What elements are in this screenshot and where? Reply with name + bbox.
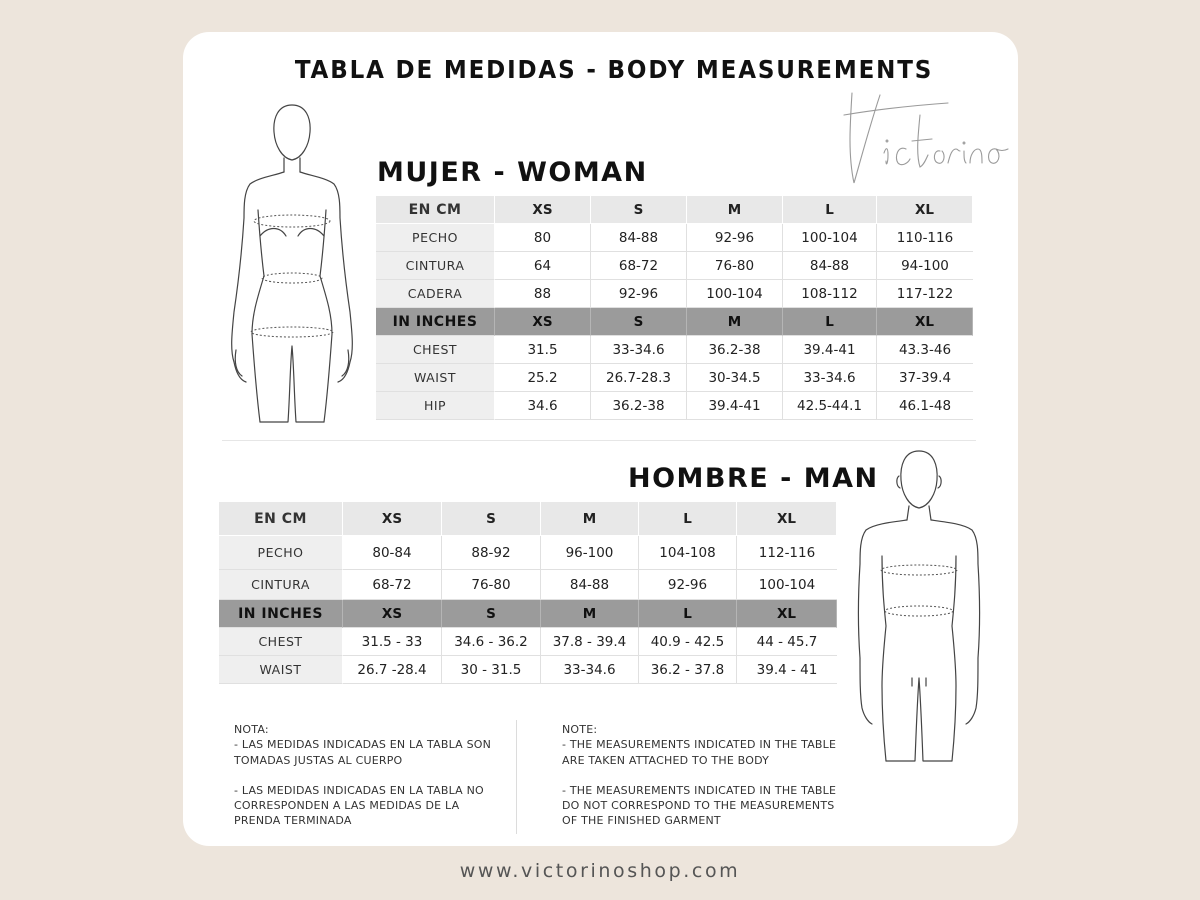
note-line: OF THE FINISHED GARMENT [562,814,721,828]
table-row [219,536,837,570]
woman-inch-label: IN INCHES [376,308,495,336]
table-cell: 43.3-46 [877,336,973,364]
table-cell: 76-80 [442,570,541,600]
note-heading: NOTE: [562,723,598,736]
woman-size-xl: XL [877,308,973,336]
note-english [562,722,836,829]
table-cell: 108-112 [783,280,877,308]
woman-size-xs: XS [495,196,591,224]
table-cell: 40.9 - 42.5 [639,628,737,656]
victorino-signature-logo [840,85,1010,190]
table-cell: 68-72 [343,570,442,600]
woman-body-illustration [222,100,362,425]
man-size-l: L [639,502,737,536]
man-inch-header-row [219,600,837,628]
man-size-xs: XS [343,600,442,628]
table-cell: 33-34.6 [783,364,877,392]
table-cell: 100-104 [783,224,877,252]
note-heading: NOTA: [234,723,269,736]
woman-size-xl: XL [877,196,973,224]
man-size-s: S [442,502,541,536]
table-cell: 88 [495,280,591,308]
table-cell: 76-80 [687,252,783,280]
table-cell: 96-100 [541,536,639,570]
man-cm-header-row [219,502,837,536]
table-row [219,656,837,684]
table-cell: 88-92 [442,536,541,570]
man-size-l: L [639,600,737,628]
table-cell: 100-104 [687,280,783,308]
note-line: ARE TAKEN ATTACHED TO THE BODY [562,753,770,767]
man-section-heading: HOMBRE - MAN [628,463,879,494]
table-cell: 104-108 [639,536,737,570]
table-cell: 84-88 [591,224,687,252]
woman-size-l: L [783,308,877,336]
table-cell: 34.6 - 36.2 [442,628,541,656]
man-cm-label: EN CM [219,502,343,536]
note-line: - LAS MEDIDAS INDICADAS EN LA TABLA SON [234,738,492,752]
row-label: CINTURA [376,252,495,280]
row-label: CHEST [219,628,343,656]
section-divider [222,440,976,441]
table-cell: 112-116 [737,536,837,570]
table-row [376,392,973,420]
table-cell: 31.5 - 33 [343,628,442,656]
table-cell: 36.2-38 [591,392,687,420]
page-title: TABLA DE MEDIDAS - BODY MEASUREMENTS [294,55,934,84]
table-cell: 36.2-38 [687,336,783,364]
row-label: CINTURA [219,570,343,600]
table-cell: 110-116 [877,224,973,252]
woman-size-s: S [591,196,687,224]
woman-size-l: L [783,196,877,224]
note-line: DO NOT CORRESPOND TO THE MEASUREMENTS [562,799,835,813]
table-cell: 26.7-28.3 [591,364,687,392]
table-cell: 94-100 [877,252,973,280]
note-line: CORRESPONDEN A LAS MEDIDAS DE LA [234,799,460,813]
table-row [376,336,973,364]
table-cell: 34.6 [495,392,591,420]
table-cell: 100-104 [737,570,837,600]
table-cell: 80 [495,224,591,252]
woman-section-heading: MUJER - WOMAN [377,157,648,188]
note-spanish [234,722,491,829]
table-row [219,628,837,656]
table-cell: 36.2 - 37.8 [639,656,737,684]
table-cell: 33-34.6 [591,336,687,364]
table-cell: 39.4-41 [687,392,783,420]
row-label: CADERA [376,280,495,308]
table-cell: 39.4 - 41 [737,656,837,684]
table-cell: 64 [495,252,591,280]
man-size-xl: XL [737,502,837,536]
woman-inch-header-row [376,308,973,336]
table-cell: 92-96 [591,280,687,308]
row-label: PECHO [376,224,495,252]
table-cell: 117-122 [877,280,973,308]
row-label: WAIST [376,364,495,392]
man-size-xl: XL [737,600,837,628]
table-row [219,570,837,600]
man-inch-label: IN INCHES [219,600,343,628]
table-cell: 30-34.5 [687,364,783,392]
man-size-s: S [442,600,541,628]
table-cell: 44 - 45.7 [737,628,837,656]
woman-size-m: M [687,308,783,336]
man-size-m: M [541,600,639,628]
note-line: - THE MEASUREMENTS INDICATED IN THE TABLE [562,783,837,797]
man-size-m: M [541,502,639,536]
table-row [376,252,973,280]
note-line: - LAS MEDIDAS INDICADAS EN LA TABLA NO [234,783,484,797]
table-cell: 37-39.4 [877,364,973,392]
table-cell: 25.2 [495,364,591,392]
table-row [376,364,973,392]
table-row [376,224,973,252]
table-cell: 92-96 [687,224,783,252]
woman-size-xs: XS [495,308,591,336]
table-row [376,280,973,308]
row-label: CHEST [376,336,495,364]
table-cell: 31.5 [495,336,591,364]
table-cell: 84-88 [541,570,639,600]
table-cell: 68-72 [591,252,687,280]
note-line: TOMADAS JUSTAS AL CUERPO [234,753,403,767]
website-url: www.victorinoshop.com [459,860,741,882]
row-label: WAIST [219,656,343,684]
table-cell: 42.5-44.1 [783,392,877,420]
man-size-xs: XS [343,502,442,536]
table-cell: 37.8 - 39.4 [541,628,639,656]
table-cell: 33-34.6 [541,656,639,684]
table-cell: 46.1-48 [877,392,973,420]
table-cell: 80-84 [343,536,442,570]
woman-size-m: M [687,196,783,224]
row-label: HIP [376,392,495,420]
table-cell: 84-88 [783,252,877,280]
woman-cm-label: EN CM [376,196,495,224]
table-cell: 39.4-41 [783,336,877,364]
table-cell: 26.7 -28.4 [343,656,442,684]
woman-cm-header-row [376,196,973,224]
note-line: - THE MEASUREMENTS INDICATED IN THE TABLE [562,738,837,752]
row-label: PECHO [219,536,343,570]
man-body-illustration [852,446,987,766]
table-cell: 92-96 [639,570,737,600]
notes-divider [516,720,517,834]
woman-size-s: S [591,308,687,336]
note-line: PRENDA TERMINADA [234,814,352,828]
man-size-table [219,502,837,684]
woman-size-table [376,196,973,420]
table-cell: 30 - 31.5 [442,656,541,684]
